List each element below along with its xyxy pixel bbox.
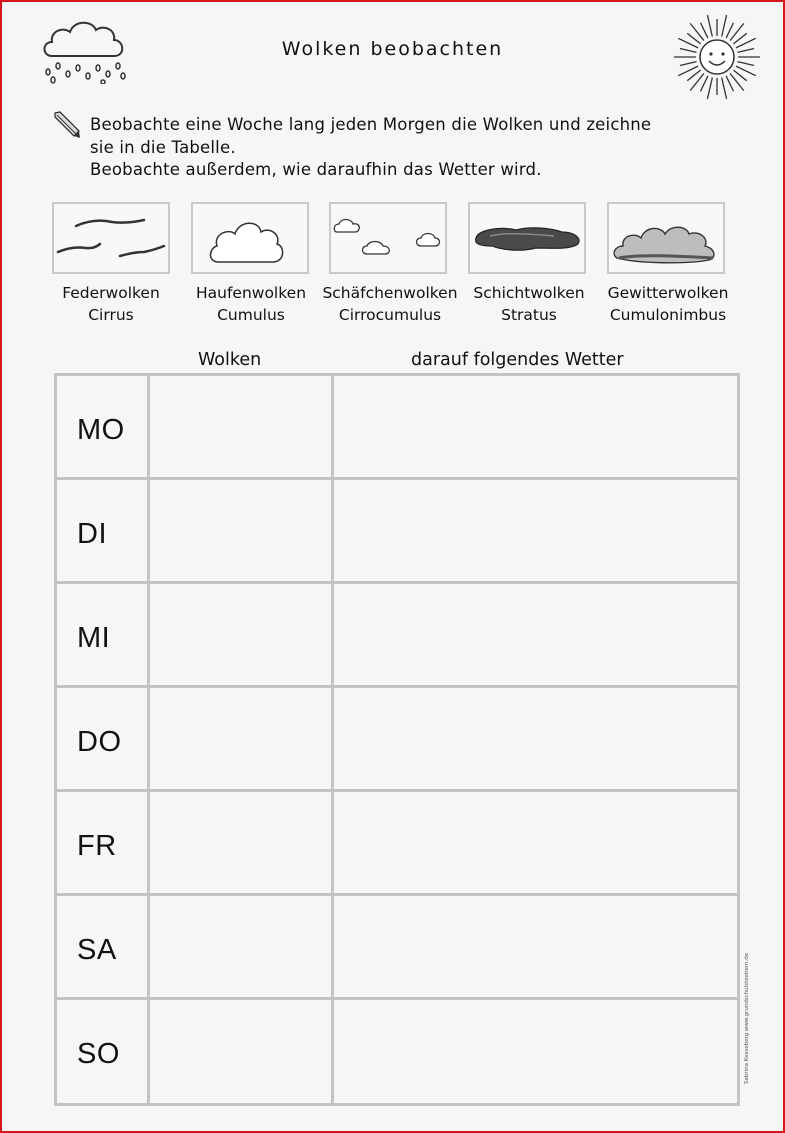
column-header-wetter: darauf folgendes Wetter bbox=[411, 350, 624, 370]
page-title: Wolken beobachten bbox=[281, 38, 504, 60]
cirrocumulus-cloud-image bbox=[329, 202, 447, 274]
day-label-so: SO bbox=[77, 1038, 120, 1070]
day-label-mi: MI bbox=[77, 622, 111, 654]
day-label-mo: MO bbox=[77, 414, 125, 446]
day-label-sa: SA bbox=[77, 934, 117, 966]
column-divider bbox=[331, 376, 334, 1103]
row-divider bbox=[57, 789, 737, 792]
cloud-label-cirrocumulus: Schäfchenwolken Cirrocumulus bbox=[322, 284, 458, 324]
stratus-cloud-image bbox=[468, 202, 586, 274]
row-divider bbox=[57, 997, 737, 1000]
cloud-types bbox=[2, 202, 785, 332]
cloud-label-cirrus: Federwolken Cirrus bbox=[62, 284, 160, 324]
cumulus-cloud-image bbox=[191, 202, 309, 274]
day-label-fr: FR bbox=[77, 830, 117, 862]
cloud-label-cumulus: Haufenwolken Cumulus bbox=[195, 284, 307, 324]
cloud-label-stratus: Schichtwolken Stratus bbox=[473, 284, 585, 324]
instructions bbox=[90, 114, 730, 182]
column-divider bbox=[147, 376, 150, 1103]
row-divider bbox=[57, 581, 737, 584]
day-label-do: DO bbox=[77, 726, 122, 758]
cloud-label-cumulonimbus: Gewitterwolken Cumulonimbus bbox=[607, 284, 729, 324]
instruction-line: Beobachte eine Woche lang jeden Morgen die Wolken und zeichne bbox=[90, 115, 652, 134]
author-credit: Sabrina Kesseberg www.grundschulstoebern.de bbox=[744, 952, 750, 1084]
cirrus-cloud-image bbox=[52, 202, 170, 274]
row-divider bbox=[57, 893, 737, 896]
instruction-line: sie in die Tabelle. bbox=[90, 137, 236, 157]
day-label-di: DI bbox=[77, 518, 107, 550]
row-divider bbox=[57, 685, 737, 688]
pencil-icon bbox=[52, 110, 82, 140]
row-divider bbox=[57, 477, 737, 480]
observation-table bbox=[54, 373, 740, 1106]
column-header-wolken: Wolken bbox=[198, 350, 262, 370]
smiling-sun-icon bbox=[672, 12, 762, 102]
instruction-line: Beobachte außerdem, wie daraufhin das Wetter wird. bbox=[90, 160, 542, 179]
cumulonimbus-cloud-image bbox=[607, 202, 725, 274]
